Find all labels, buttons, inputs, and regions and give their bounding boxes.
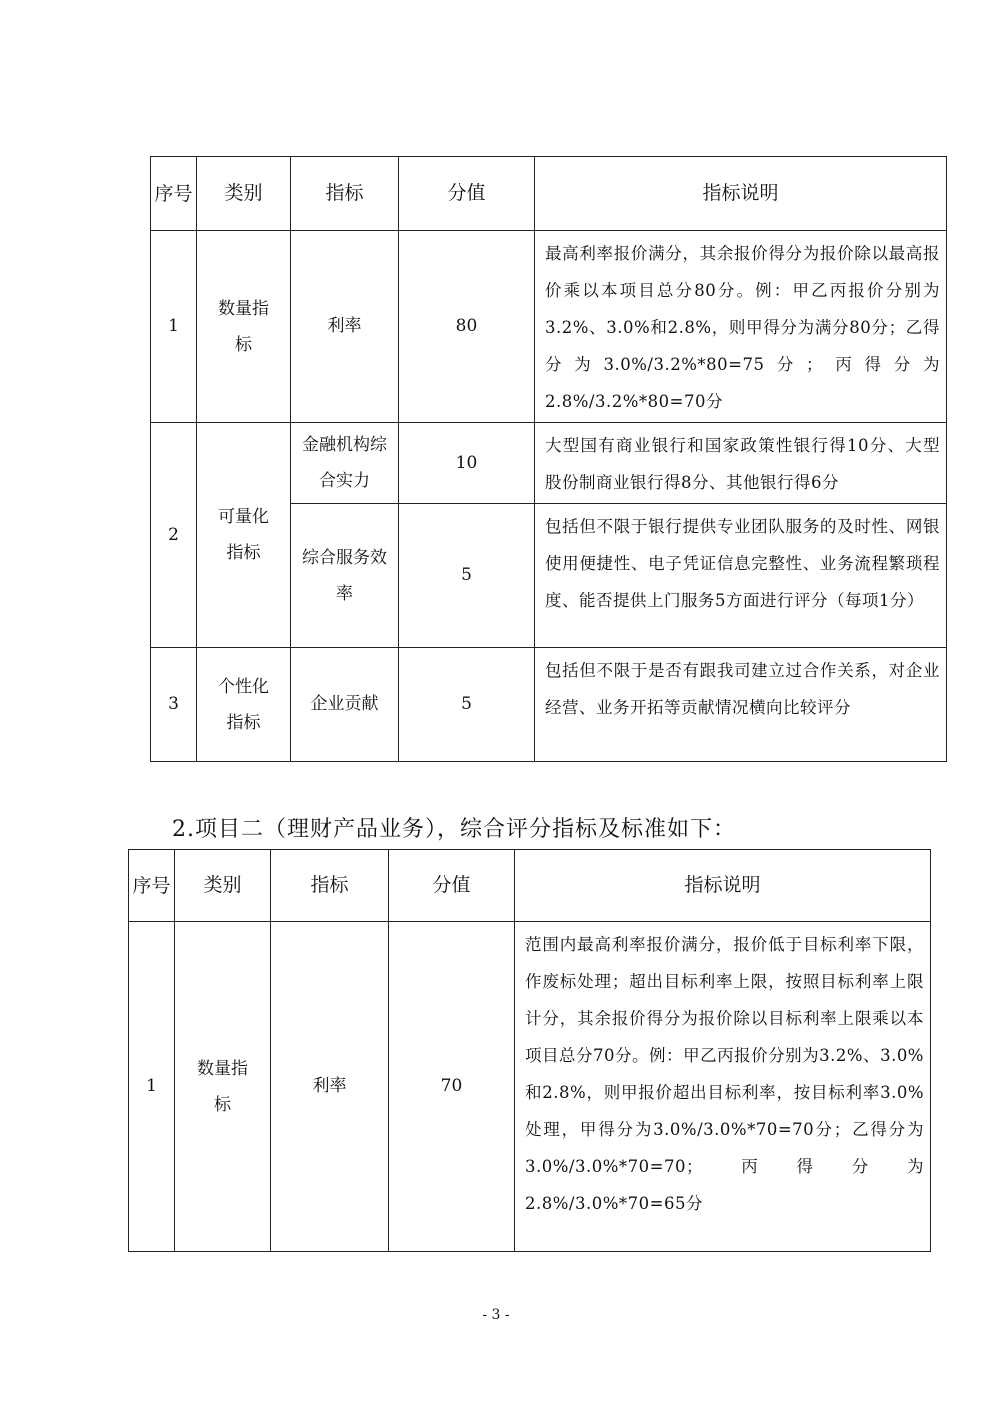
row-category: 数量指标 (175, 922, 271, 1252)
table-row (151, 423, 947, 504)
section-heading: 2.项目二（理财产品业务），综合评分指标及标准如下： (172, 817, 736, 842)
row-seq: 2 (151, 423, 197, 648)
scoring-table-2 (128, 849, 931, 1252)
row-score: 5 (399, 648, 535, 762)
header-category: 类别 (175, 850, 271, 922)
row-category: 个性化指标 (197, 648, 291, 762)
header-score: 分值 (389, 850, 515, 922)
row-score: 5 (399, 504, 535, 648)
table-header-row (151, 157, 947, 231)
row-score: 10 (399, 423, 535, 504)
header-description: 指标说明 (515, 850, 931, 922)
row-category: 数量指标 (197, 231, 291, 423)
row-indicator: 企业贡献 (291, 648, 399, 762)
row-description: 包括但不限于银行提供专业团队服务的及时性、网银使用便捷性、电子凭证信息完整性、业务流程繁琐程度、能否提供上门服务5方面进行评分（每项1分） (535, 504, 947, 648)
page-number: - 3 - (482, 1307, 510, 1323)
header-description: 指标说明 (535, 157, 947, 231)
header-score: 分值 (399, 157, 535, 231)
header-indicator: 指标 (271, 850, 389, 922)
row-description: 范围内最高利率报价满分，报价低于目标利率下限，作废标处理；超出目标利率上限，按照目标利率上限计分，其余报价得分为报价除以目标利率上限乘以本项目总分70分。例：甲乙丙报价分别为3.2%、3.0%和2.8%，则甲报价超出目标利率，按目标利率3.0%处理，甲得分为3.0%/3.0%*70=70分；乙得分为3.0%/3.0%*70=70；丙得分为2.8%/3.0%*70=65分 (515, 922, 931, 1252)
row-description: 大型国有商业银行和国家政策性银行得10分、大型股份制商业银行得8分、其他银行得6分 (535, 423, 947, 504)
table-row (129, 922, 931, 1252)
table-row (151, 231, 947, 423)
row-score: 70 (389, 922, 515, 1252)
scoring-table-1 (150, 156, 947, 762)
row-description: 包括但不限于是否有跟我司建立过合作关系，对企业经营、业务开拓等贡献情况横向比较评分 (535, 648, 947, 762)
row-score: 80 (399, 231, 535, 423)
row-description: 最高利率报价满分，其余报价得分为报价除以最高报价乘以本项目总分80分。例：甲乙丙报价分别为3.2%、3.0%和2.8%，则甲得分为满分80分；乙得分为3.0%/3.2%*80=75分；丙得分为2.8%/3.2%*80=70分 (535, 231, 947, 423)
header-seq: 序号 (129, 850, 175, 922)
row-seq: 3 (151, 648, 197, 762)
row-indicator: 金融机构综合实力 (291, 423, 399, 504)
row-category: 可量化指标 (197, 423, 291, 648)
row-indicator: 综合服务效率 (291, 504, 399, 648)
row-indicator: 利率 (271, 922, 389, 1252)
row-seq: 1 (129, 922, 175, 1252)
row-indicator: 利率 (291, 231, 399, 423)
header-seq: 序号 (151, 157, 197, 231)
header-indicator: 指标 (291, 157, 399, 231)
table-header-row (129, 850, 931, 922)
row-seq: 1 (151, 231, 197, 423)
header-category: 类别 (197, 157, 291, 231)
table-row (151, 648, 947, 762)
